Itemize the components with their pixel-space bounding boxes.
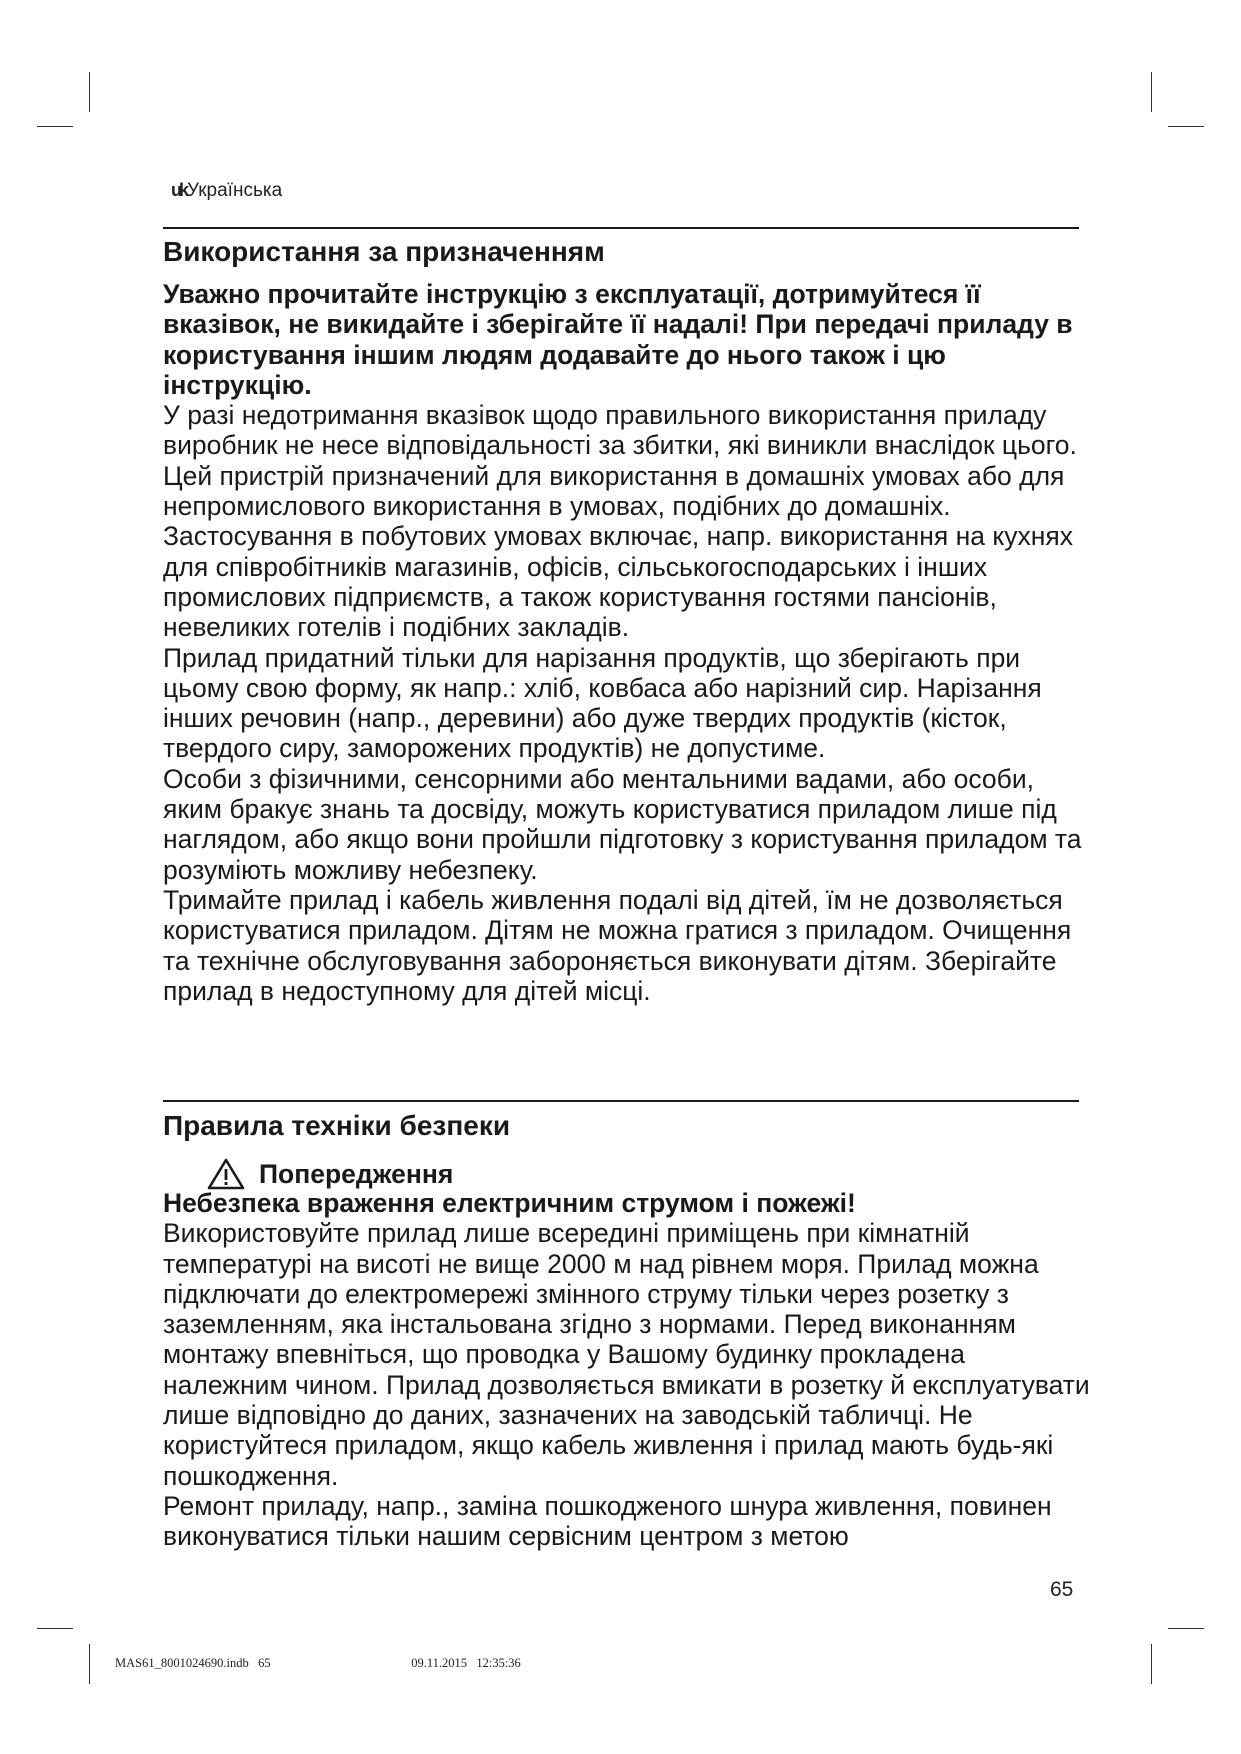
bold-intro-paragraph: Уважно прочитайте інструкцію з експлуатації, дотримуйтеся її вказівок, не викидайте і зберігайте її надалі! При передачі приладу в користування іншим людям додавайте до нього також і цю інструкцію.	[163, 279, 1073, 400]
section-divider	[163, 227, 1079, 229]
paragraph: У разі недотримання вказівок щодо правильного використання приладу виробник не несе відповідальності за збитки, які виникли внаслідок цього.	[163, 400, 1077, 461]
section-body-intended-use	[163, 279, 1093, 1006]
crop-mark-top-left-horizontal	[37, 126, 73, 127]
print-footer: MAS61_8001024690.indb 65 09.11.2015 12:35:36	[115, 1656, 521, 1670]
crop-mark-top-left-vertical	[89, 72, 90, 112]
page-number: 65	[1050, 1578, 1074, 1601]
language-code: uk	[171, 180, 187, 200]
section-title-intended-use: Використання за призначенням	[163, 236, 605, 267]
warning-heading	[207, 1158, 453, 1190]
paragraph: Особи з фізичними, сенсорними або ментальними вадами, або особи, яким бракує знань та досвіду, можуть користуватися приладом лише під наглядом, або якщо вони пройшли підготовку з користування приладом та розуміють можливу небезпеку.	[163, 763, 1082, 885]
crop-mark-top-right-horizontal	[1168, 126, 1204, 127]
section-body-safety	[163, 1188, 1093, 1552]
paragraph: Прилад придатний тільки для нарізання продуктів, що зберігають при цьому свою форму, як напр.: хліб, ковбаса або нарізний сир. Нарізання інших речовин (напр., деревини) або дуже твердих продуктів (кісток, твердого сиру, заморожених продуктів) не допустиме.	[163, 642, 1042, 764]
language-name: Українська	[187, 180, 283, 201]
warning-label: Попередження	[259, 1159, 454, 1189]
hazard-heading: Небезпека враження електричним струмом і пожежі!	[163, 1188, 856, 1218]
section-title-safety: Правила техніки безпеки	[163, 1110, 511, 1141]
language-header	[171, 180, 282, 202]
paragraph: Ремонт приладу, напр., заміна пошкодженого шнура живлення, повинен виконуватися тільки нашим сервісним центром з метою	[163, 1490, 1052, 1552]
crop-mark-top-right-vertical	[1151, 72, 1152, 112]
paragraph: Цей пристрій призначений для використання в домашніх умовах або для непромислового використання в умовах, подібних до домашніх. Застосування в побутових умовах включає, напр. використання на кухнях для співробітників магазинів, офісів, сільськогосподарських і інших промислових підприємств, а також користування гостями пансіонів, невеликих готелів і подібних закладів.	[163, 460, 1073, 643]
crop-mark-bottom-left-horizontal	[37, 1628, 73, 1629]
warning-triangle-icon	[207, 1158, 245, 1190]
crop-mark-bottom-left-vertical	[89, 1644, 90, 1684]
paragraph: Використовуйте прилад лише всередині приміщень при кімнатній температурі на висоті не вище 2000 м над рівнем моря. Прилад можна підключати до електромережі змінного струму тільки через розетку з заземленням, яка інстальована згідно з нормами. Перед виконанням монтажу впевніться, що проводка у Вашому будинку прокладена належним чином. Прилад дозволяється вмикати в розетку й експлуатувати лише відповідно до даних, зазначених на заводській табличці. Не користуйтеся приладом, якщо кабель живлення і прилад мають будь-які пошкодження.	[163, 1218, 1090, 1491]
crop-mark-bottom-right-vertical	[1151, 1644, 1152, 1684]
paragraph: Тримайте прилад і кабель живлення подалі від дітей, їм не дозволяється користуватися приладом. Дітям не можна гратися з приладом. Очищення та технічне обслуговування забороняється виконувати дітям. Зберігайте прилад в недоступному для дітей місці.	[163, 884, 1072, 1006]
crop-mark-bottom-right-horizontal	[1168, 1628, 1204, 1629]
section-divider	[163, 1100, 1079, 1102]
